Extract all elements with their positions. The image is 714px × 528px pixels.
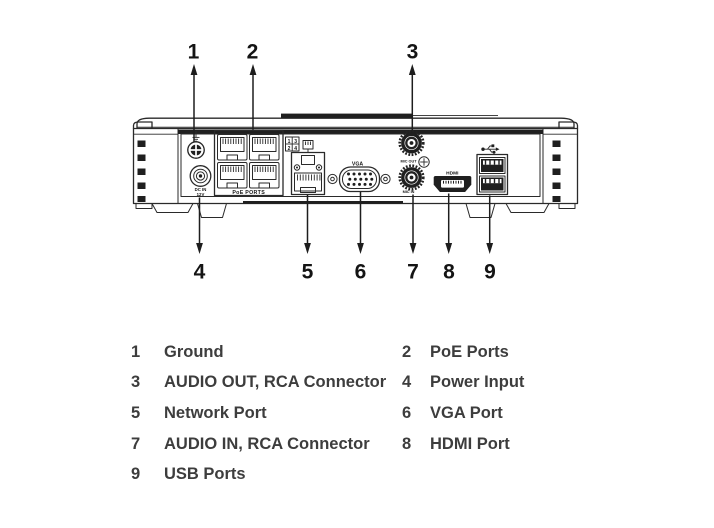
legend-num: 4 [402, 373, 412, 392]
legend-num: 5 [131, 403, 141, 422]
legend-label: Power Input [430, 373, 525, 392]
callout-number-2: 2 [246, 40, 259, 64]
svg-text:2: 2 [287, 146, 291, 153]
legend-label: AUDIO OUT, RCA Connector [164, 373, 387, 392]
svg-text:4: 4 [294, 146, 298, 153]
callout-number-1: 1 [187, 40, 200, 64]
poe-port-number-matrix [286, 137, 300, 152]
hdmi-label: HDMI [446, 171, 459, 177]
legend-num: 8 [402, 434, 412, 453]
legend-table [131, 337, 524, 490]
callout-number-9: 9 [484, 260, 496, 284]
dc-in-label: DC IN [194, 187, 207, 192]
legend-label: HDMI Port [430, 434, 510, 453]
legend-label: USB Ports [164, 465, 246, 484]
dc-12v-label: 12V [196, 192, 205, 197]
vga-label: VGA [351, 161, 364, 168]
phillips-screw-icon [188, 142, 204, 158]
mic-out-label: MIC OUT [400, 159, 417, 164]
legend-num: 9 [131, 465, 141, 484]
panel-screw-icon [419, 157, 429, 167]
legend-label: Ground [164, 342, 224, 361]
top-recess-strip [281, 114, 413, 118]
legend-num: 6 [402, 403, 412, 422]
callout-number-6: 6 [354, 260, 367, 284]
legend-num: 1 [131, 342, 141, 361]
poe-ports-label: PoE PORTS [232, 189, 266, 196]
usb-port-top [480, 158, 506, 174]
legend-label: AUDIO IN, RCA Connector [164, 434, 370, 453]
legend-label: PoE Ports [430, 342, 509, 361]
callout-number-3: 3 [406, 40, 419, 64]
callouts-top [187, 40, 419, 146]
legend-num: 2 [402, 342, 412, 361]
svg-text:3: 3 [294, 139, 298, 146]
usb-port-bottom [480, 176, 506, 192]
legend-num: 7 [131, 434, 141, 453]
svg-text:1: 1 [287, 139, 291, 146]
callout-number-8: 8 [443, 260, 455, 284]
mic-in-label: MIC IN [402, 189, 415, 194]
callout-number-7: 7 [407, 260, 419, 284]
legend-label: Network Port [164, 403, 267, 422]
callout-number-5: 5 [301, 260, 314, 284]
callout-number-4: 4 [193, 260, 206, 284]
legend-label: VGA Port [430, 403, 503, 422]
legend-num: 3 [131, 373, 141, 392]
